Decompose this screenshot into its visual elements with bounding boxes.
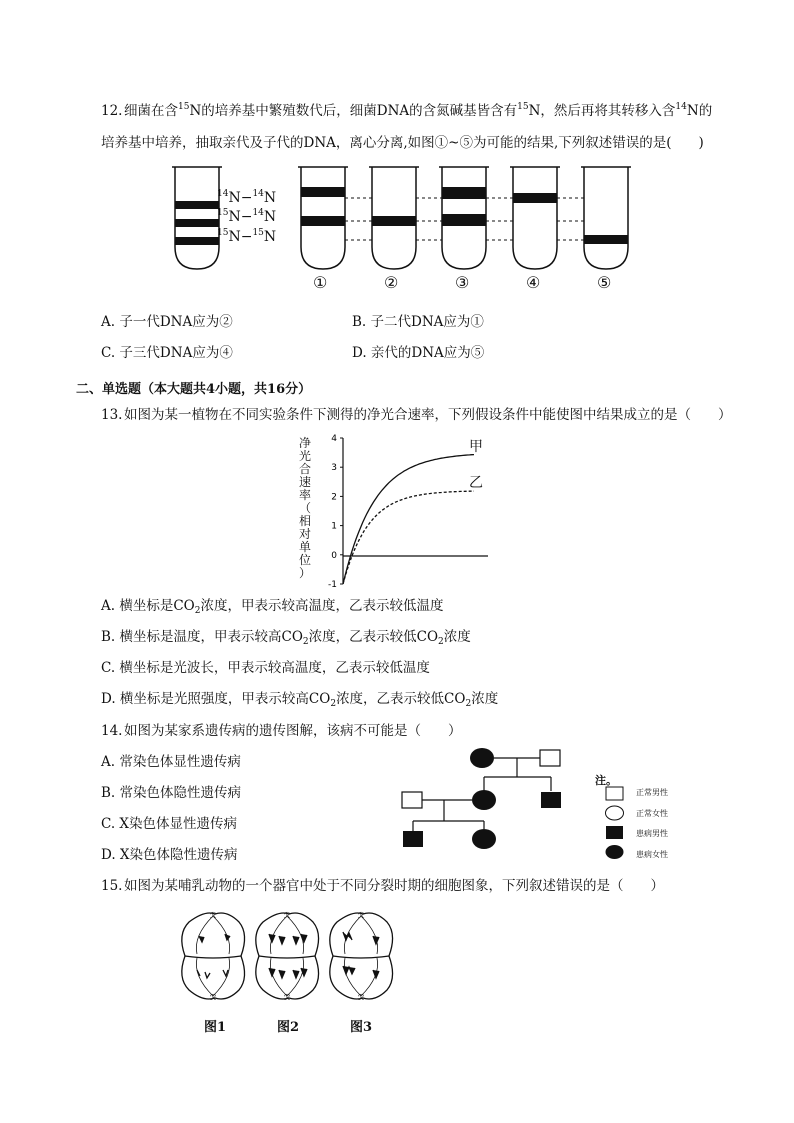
cell-figure-1 bbox=[182, 911, 245, 1002]
band-label-14-14: $^{14}$N−$^{14}$N bbox=[217, 189, 277, 206]
legend-affected-male-icon bbox=[606, 826, 623, 839]
y-tick-label: 2 bbox=[331, 492, 337, 503]
q13-option-b[interactable]: B. 横坐标是温度，甲表示较高$CO_2$浓度，乙表示较低$CO_2$浓度 bbox=[101, 629, 471, 647]
q14-stem: 如图为某家系遗传病的遗传图解，该病不可能是（ ） bbox=[124, 723, 462, 739]
q12-option-c[interactable]: C. 子三代DNA应为④ bbox=[101, 345, 233, 361]
cell-figure-3 bbox=[330, 911, 393, 1002]
legend-affected-male: 患病男性 bbox=[636, 829, 668, 838]
q14-option-c[interactable]: C. X染色体显性遗传病 bbox=[101, 816, 238, 832]
q13-stem: 如图为某一植物在不同实验条件下测得的净光合速率，下列假设条件中能使图中结果成立的是（ ） bbox=[124, 407, 732, 423]
figure-caption-3: 图3 bbox=[350, 1020, 373, 1035]
svg-text:ℛ: ℛ bbox=[210, 993, 217, 1002]
legend-normal-female-icon bbox=[606, 806, 624, 820]
q13-number: 13. bbox=[101, 407, 123, 423]
reference-tube bbox=[172, 167, 222, 269]
tube-3 bbox=[439, 167, 489, 269]
q13-option-a[interactable]: A. 横坐标是$CO_2$浓度，甲表示较高温度，乙表示较低温度 bbox=[101, 598, 444, 616]
q14-option-b[interactable]: B. 常染色体隐性遗传病 bbox=[101, 785, 242, 801]
q12-option-b[interactable]: B. 子二代DNA应为① bbox=[352, 314, 484, 330]
q12-number: 12. bbox=[101, 103, 123, 119]
q12-option-d[interactable]: D. 亲代的DNA应为⑤ bbox=[352, 345, 485, 361]
q14-option-a[interactable]: A. 常染色体显性遗传病 bbox=[101, 754, 241, 770]
y-tick-label: 1 bbox=[331, 521, 337, 532]
svg-text:ℛ: ℛ bbox=[284, 993, 291, 1002]
tube-label-3: ③ bbox=[455, 273, 470, 292]
cell-figure-2 bbox=[256, 911, 319, 1002]
net-photosynthesis-chart bbox=[318, 432, 498, 592]
y-tick-label: 0 bbox=[331, 550, 337, 561]
normal-male-gen1 bbox=[540, 750, 560, 766]
tube-4 bbox=[510, 167, 560, 269]
tube-label-1: ① bbox=[313, 273, 328, 292]
q12-stem-line2: 培养基中培养，抽取亲代及子代的DNA，离心分离,如图①~⑤为可能的结果,下列叙述错误的是( ) bbox=[101, 135, 704, 151]
tube-2 bbox=[369, 167, 419, 269]
tube-5 bbox=[581, 167, 631, 269]
cell-division-figures bbox=[175, 906, 405, 1006]
affected-female-gen3 bbox=[472, 829, 496, 849]
q12-option-a[interactable]: A. 子一代DNA应为② bbox=[101, 314, 233, 330]
section-heading: 二、单选题（本大题共4小题，共16分） bbox=[76, 382, 312, 397]
band-label-15-15: $^{15}$N−$^{15}$N bbox=[217, 228, 277, 245]
svg-text:ℛ: ℛ bbox=[210, 911, 217, 920]
legend-normal-male-icon bbox=[606, 787, 623, 800]
q13-option-c[interactable]: C. 横坐标是光波长，甲表示较高温度，乙表示较低温度 bbox=[101, 660, 430, 676]
band-label-15-14: $^{15}$N−$^{14}$N bbox=[217, 208, 277, 225]
q15-number: 15. bbox=[101, 878, 123, 894]
affected-female-gen2 bbox=[472, 790, 496, 810]
q12-stem-line1: 细菌在含$^{15}$N的培养基中繁殖数代后，细菌DNA的含氮碱基皆含有$^{15}$N，然后再将其转移入含$^{14}$N的 bbox=[124, 102, 713, 119]
series-label-yi: 乙 bbox=[469, 475, 483, 491]
pedigree-chart bbox=[398, 745, 588, 855]
legend-title: 注。 bbox=[595, 774, 617, 787]
tube-1 bbox=[298, 167, 348, 269]
legend-normal-female: 正常女性 bbox=[636, 809, 668, 818]
figure-caption-2: 图2 bbox=[277, 1020, 300, 1035]
legend-affected-female: 患病女性 bbox=[636, 850, 668, 859]
svg-text:ℛ: ℛ bbox=[284, 911, 291, 920]
tube-label-5: ⑤ bbox=[597, 273, 612, 292]
affected-male-gen2 bbox=[541, 792, 561, 808]
figure-caption-1: 图1 bbox=[204, 1020, 227, 1035]
svg-text:ℛ: ℛ bbox=[358, 911, 365, 920]
q14-option-d[interactable]: D. X染色体隐性遗传病 bbox=[101, 847, 238, 863]
affected-female-gen1 bbox=[470, 748, 494, 768]
pedigree-legend-symbols bbox=[604, 785, 626, 861]
y-tick-label: 3 bbox=[331, 463, 337, 474]
chart-axes bbox=[343, 438, 488, 584]
series-yi-line bbox=[343, 491, 474, 584]
y-tick-label: -1 bbox=[328, 580, 337, 590]
q14-number: 14. bbox=[101, 723, 123, 739]
normal-male-gen2 bbox=[402, 792, 422, 808]
tube-label-2: ② bbox=[384, 273, 399, 292]
q13-option-d[interactable]: D. 横坐标是光照强度，甲表示较高$CO_2$浓度，乙表示较低$CO_2$浓度 bbox=[101, 691, 499, 709]
chart-ylabel: 净 光 合 速 率 （ 相 对 单 位 ） bbox=[298, 436, 311, 580]
q15-stem: 如图为某哺乳动物的一个器官中处于不同分裂时期的细胞图象，下列叙述错误的是（ ） bbox=[124, 878, 664, 894]
tube-label-4: ④ bbox=[526, 273, 541, 292]
y-tick-label: 4 bbox=[331, 434, 337, 444]
affected-male-gen3 bbox=[403, 831, 423, 847]
legend-normal-male: 正常男性 bbox=[636, 788, 668, 797]
series-jia-line bbox=[343, 455, 474, 584]
svg-text:ℛ: ℛ bbox=[358, 993, 365, 1002]
legend-affected-female-icon bbox=[606, 845, 624, 859]
series-label-jia: 甲 bbox=[469, 439, 483, 455]
